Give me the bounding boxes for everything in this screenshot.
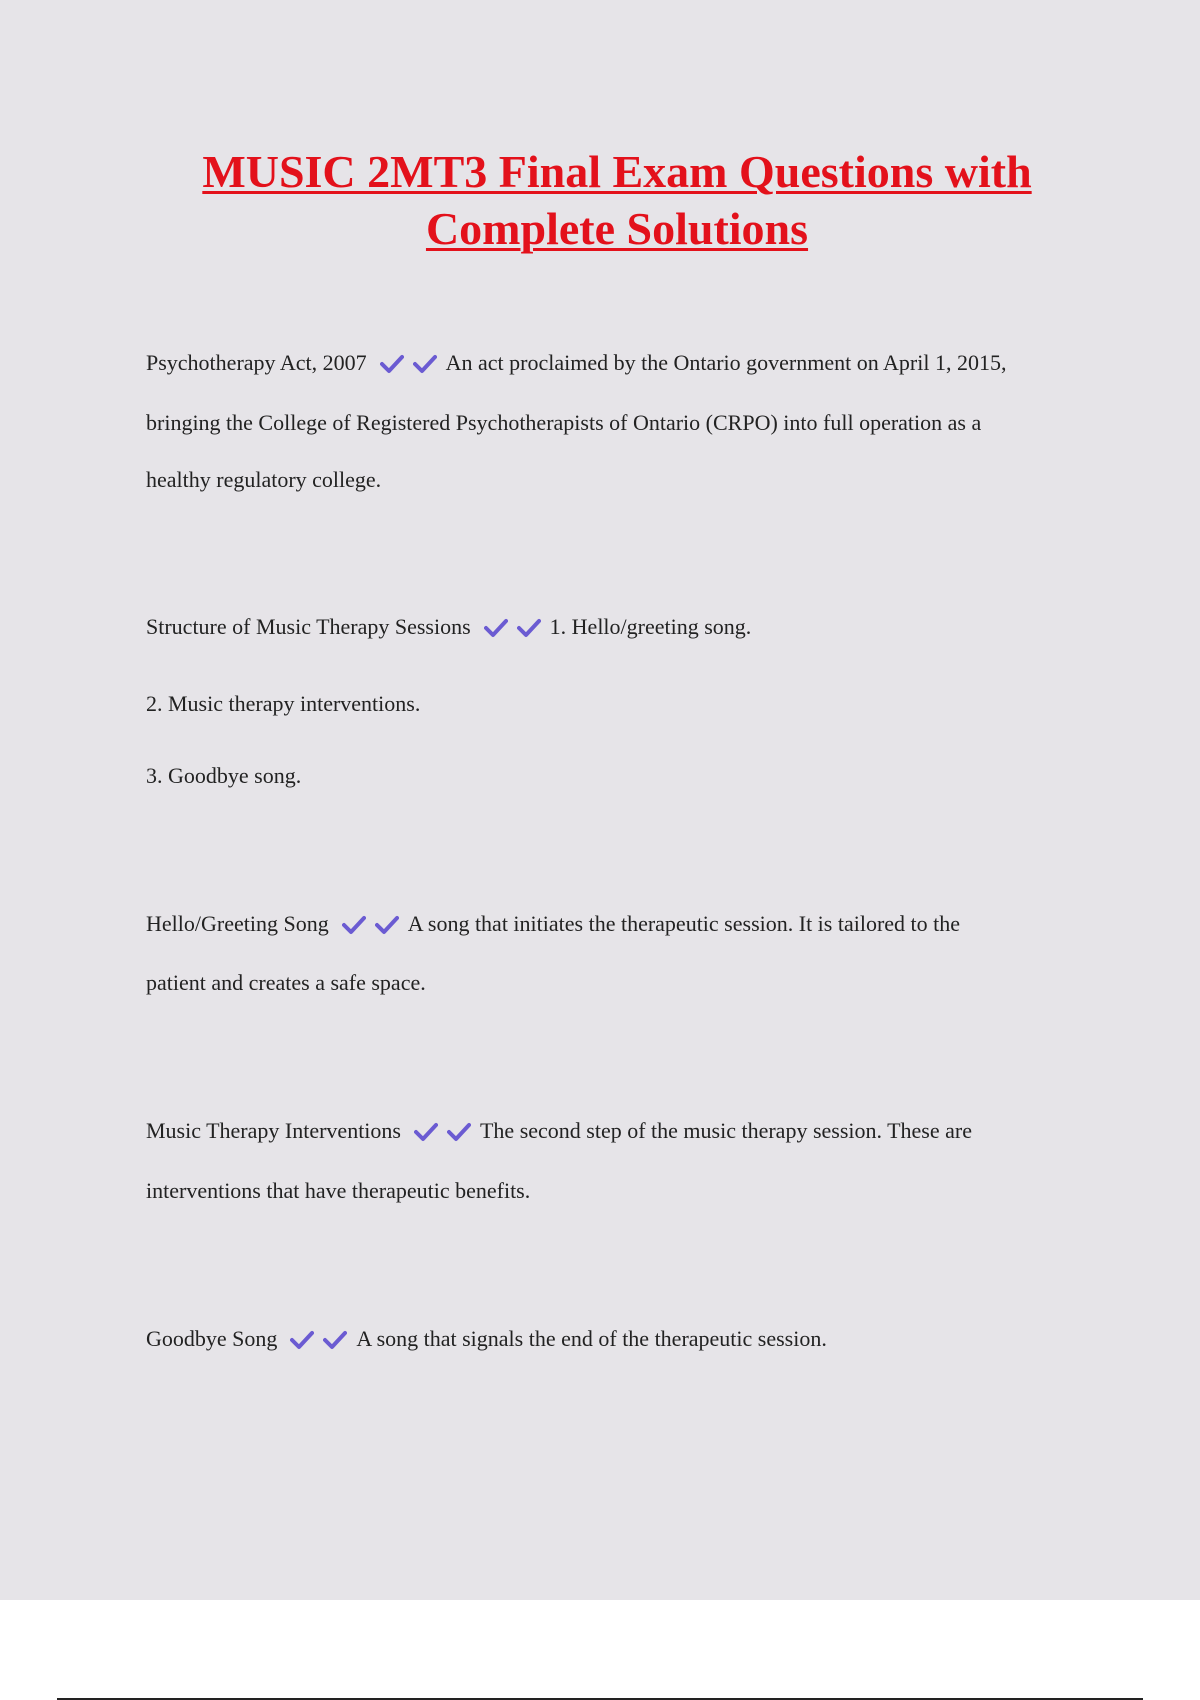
check-icon (290, 1330, 314, 1350)
entry-definition-line: interventions that have therapeutic benefits. (146, 1178, 531, 1203)
check-icon (517, 618, 541, 638)
check-icon (375, 915, 399, 935)
entry-term: Hello/Greeting Song (146, 911, 329, 936)
entry-term: Music Therapy Interventions (146, 1118, 401, 1143)
list-item: 2. Music therapy interventions. (146, 691, 421, 716)
entry-definition-line: bringing the College of Registered Psychotherapists of Ontario (CRPO) into full operation as a (146, 410, 982, 435)
check-icon (484, 618, 508, 638)
entry-music-therapy-interventions (146, 1116, 972, 1146)
entry-term: Goodbye Song (146, 1326, 278, 1351)
check-icon (414, 1122, 438, 1142)
entry-term: Psychotherapy Act, 2007 (146, 350, 367, 375)
check-icon (447, 1122, 471, 1142)
entry-definition: The second step of the music therapy session. These are (479, 1118, 972, 1143)
entry-goodbye-song (146, 1324, 827, 1354)
check-icon (380, 354, 404, 374)
check-icon (342, 915, 366, 935)
entry-definition: A song that initiates the therapeutic session. It is tailored to the (407, 911, 961, 936)
entry-term: Structure of Music Therapy Sessions (146, 614, 471, 639)
entry-definition-line: patient and creates a safe space. (146, 970, 426, 995)
entry-definition: 1. Hello/greeting song. (549, 614, 752, 639)
entry-session-structure (146, 612, 751, 642)
entry-definition-line: healthy regulatory college. (146, 467, 382, 492)
entry-hello-greeting-song (146, 909, 960, 939)
entry-definition: A song that signals the end of the therapeutic session. (356, 1326, 827, 1351)
check-icon (323, 1330, 347, 1350)
document-title (0, 143, 1200, 257)
entry-psychotherapy-act (146, 348, 1006, 378)
list-item: 3. Goodbye song. (146, 763, 302, 788)
title-line-2: Complete Solutions (425, 203, 809, 254)
title-line-1: MUSIC 2MT3 Final Exam Questions with (202, 146, 1032, 197)
check-icon (413, 354, 437, 374)
entry-definition: An act proclaimed by the Ontario government on April 1, 2015, (445, 350, 1007, 375)
